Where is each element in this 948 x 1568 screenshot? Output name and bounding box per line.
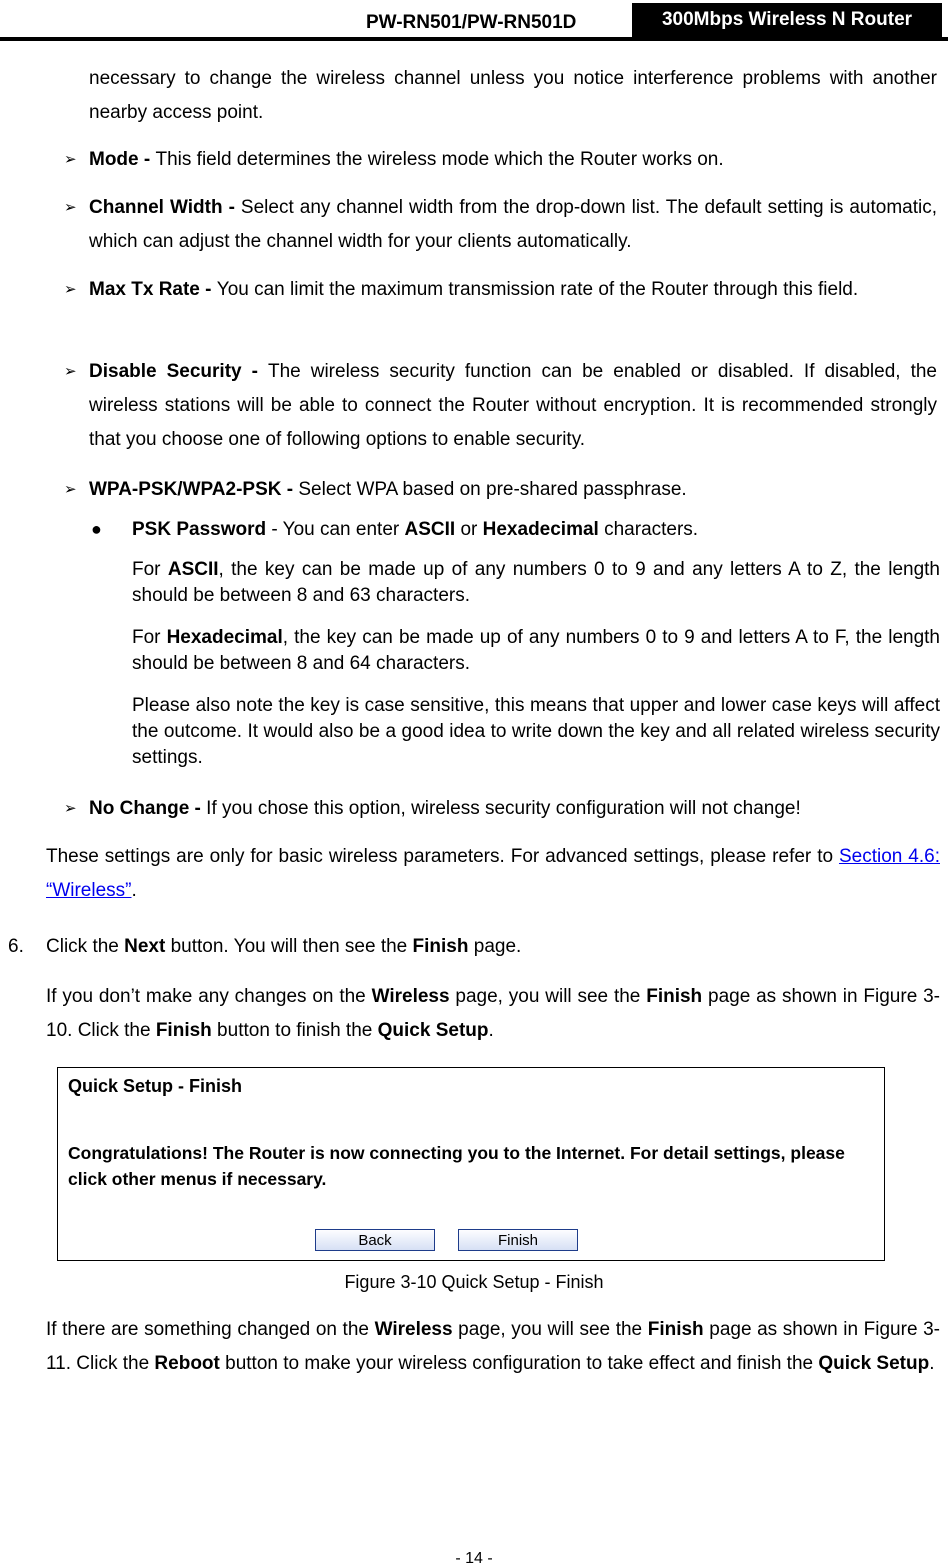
basic-settings-note: [46, 840, 940, 908]
ncp-t1: If you don’t make any changes on the: [46, 986, 372, 1007]
arrow-bullet-icon: ➢: [64, 800, 77, 817]
changed-paragraph: [46, 1313, 940, 1381]
quick-setup-finish-figure: [57, 1067, 885, 1261]
ncp-wireless: Wireless: [371, 986, 450, 1007]
step6-finish: Finish: [412, 936, 469, 957]
product-name: 300Mbps Wireless N Router: [632, 3, 942, 37]
basic-note-end: .: [131, 880, 137, 901]
no-change-label: No Change -: [89, 798, 207, 819]
channel-width-text: Select any channel width from the drop-down list. The default setting is automatic, which can adjust the channel width for your clients automatically.: [89, 197, 937, 252]
mode-label: Mode -: [89, 149, 156, 170]
psk-password-item: [132, 513, 698, 547]
max-tx-rate-item: [89, 273, 937, 307]
step6-end: page.: [468, 936, 522, 957]
ascii-text: , the key can be made up of any numbers 0 to 9 and any letters A to Z, the length should be between 8 and 63 characters.: [132, 559, 940, 606]
header-rule: [0, 37, 948, 41]
max-tx-rate-text: You can limit the maximum transmission rate of the Router through this field.: [216, 279, 859, 300]
step-6-text: [46, 930, 521, 964]
psk-text-2: characters.: [598, 519, 699, 540]
psk-hexadecimal: Hexadecimal: [482, 519, 599, 540]
psk-ascii: ASCII: [404, 519, 456, 540]
cp-t3: page as shown in Figure 3-11. Click the: [46, 1319, 940, 1374]
ascii-pre: For: [132, 559, 168, 580]
mode-text: This field determines the wireless mode which the Router works on.: [155, 149, 724, 170]
psk-or: or: [455, 519, 483, 540]
psk-text-1: - You can enter: [266, 519, 405, 540]
psk-hex-paragraph: [132, 625, 940, 677]
cp-finish: Finish: [647, 1319, 704, 1340]
ncp-t5: .: [488, 1020, 494, 1041]
finish-button[interactable]: Finish: [458, 1229, 578, 1251]
figure-message: Congratulations! The Router is now connecting you to the Internet. For detail settings, please click other menus if necessary.: [68, 1143, 845, 1189]
arrow-bullet-icon: ➢: [64, 151, 77, 168]
disable-security-text: The wireless security function can be enabled or disabled. If disabled, the wireless stations will be able to connect the Router without encryption. It is recommended strongly that you choose one of following options to enable security.: [89, 361, 937, 450]
channel-width-item: [89, 191, 937, 259]
page-header: [0, 0, 948, 42]
step6-pre: Click the: [46, 936, 125, 957]
back-button[interactable]: Back: [315, 1229, 435, 1251]
step6-mid: button. You will then see the: [165, 936, 413, 957]
page-number: - 14 -: [455, 1550, 493, 1567]
mode-item: [89, 143, 937, 177]
cp-t4: button to make your wireless configuration to take effect and finish the: [219, 1353, 819, 1374]
arrow-bullet-icon: ➢: [64, 281, 77, 298]
ncp-t2: page, you will see the: [449, 986, 647, 1007]
wpa-psk-item: [89, 473, 937, 507]
arrow-bullet-icon: ➢: [64, 199, 77, 216]
disable-security-item: [89, 355, 937, 457]
figure-title: Quick Setup - Finish: [68, 1076, 243, 1096]
ncp-quick-setup: Quick Setup: [377, 1020, 489, 1041]
dot-bullet-icon: ●: [91, 519, 102, 539]
wpa-psk-label: WPA-PSK/WPA2-PSK -: [89, 479, 299, 500]
ncp-finish2: Finish: [155, 1020, 212, 1041]
no-change-text: If you chose this option, wireless security configuration will not change!: [206, 798, 801, 819]
hex-bold: Hexadecimal: [166, 627, 283, 648]
cp-reboot: Reboot: [154, 1353, 220, 1374]
ascii-bold: ASCII: [167, 559, 219, 580]
hex-pre: For: [132, 627, 167, 648]
arrow-bullet-icon: ➢: [64, 363, 77, 380]
psk-ascii-paragraph: [132, 557, 940, 609]
no-change-item: [89, 792, 801, 826]
model-name: PW-RN501/PW-RN501D: [366, 12, 577, 33]
step-number: 6.: [8, 936, 24, 957]
channel-width-label: Channel Width -: [89, 197, 241, 218]
intro-paragraph: necessary to change the wireless channel unless you notice interference problems with another nearby access point.: [89, 68, 937, 123]
max-tx-rate-label: Max Tx Rate -: [89, 279, 217, 300]
cp-t2: page, you will see the: [452, 1319, 648, 1340]
disable-security-label: Disable Security -: [89, 361, 268, 382]
psk-note-paragraph: Please also note the key is case sensitive, this means that upper and lower case keys will affect the outcome. It would also be a good idea to write down the key and all related wireless security settings.: [132, 695, 940, 768]
ncp-finish: Finish: [646, 986, 703, 1007]
step6-next: Next: [124, 936, 166, 957]
hex-text: , the key can be made up of any numbers 0 to 9 and letters A to F, the length should be between 8 and 64 characters.: [132, 627, 941, 674]
ncp-t4: button to finish the: [211, 1020, 378, 1041]
wpa-psk-text: Select WPA based on pre-shared passphrase.: [298, 479, 687, 500]
psk-label: PSK Password: [132, 519, 267, 540]
ncp-t3: page as shown in Figure 3-10. Click the: [46, 986, 940, 1041]
arrow-bullet-icon: ➢: [64, 481, 77, 498]
figure-caption: Figure 3-10 Quick Setup - Finish: [344, 1272, 604, 1292]
cp-t5: .: [929, 1353, 935, 1374]
no-change-paragraph: [46, 980, 940, 1048]
cp-wireless: Wireless: [374, 1319, 453, 1340]
cp-t1: If there are something changed on the: [46, 1319, 375, 1340]
basic-note-text: These settings are only for basic wireless parameters. For advanced settings, please refer to: [46, 846, 839, 867]
cp-quick-setup: Quick Setup: [818, 1353, 930, 1374]
section-4-6-link[interactable]: Section 4.6: “Wireless”: [46, 846, 940, 901]
